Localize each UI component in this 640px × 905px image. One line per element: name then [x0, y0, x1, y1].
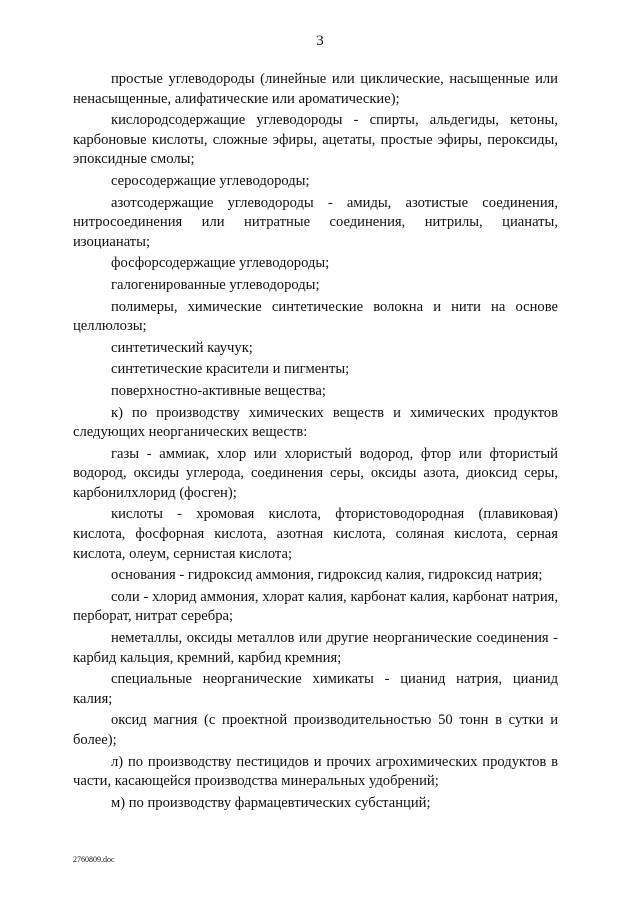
- paragraph: специальные неорганические химикаты - цианид натрия, цианид калия;: [73, 671, 558, 707]
- paragraph: фосфорсодержащие углеводороды;: [111, 255, 330, 272]
- paragraph: соли - хлорид аммония, хлорат калия, карбонат калия, карбонат натрия, перборат, нитрат серебра;: [73, 588, 558, 625]
- paragraph: поверхностно-активные вещества;: [111, 382, 326, 399]
- paragraph: оксид магния (с проектной производительностью 50 тонн в сутки и более);: [73, 712, 558, 748]
- paragraph: к) по производству химических веществ и химических продуктов следующих неорганических веществ:: [73, 404, 558, 441]
- paragraph: простые углеводороды (линейные или циклические, насыщенные или ненасыщенные, алифатические или ароматические);: [73, 71, 558, 107]
- paragraph: неметаллы, оксиды металлов или другие неорганические соединения - карбид кальция, кремний, карбид кремния;: [73, 630, 558, 666]
- page-number: 3: [316, 33, 324, 49]
- paragraph: кислородсодержащие углеводороды - спирты, альдегиды, кетоны, карбоновые кислоты, сложные эфиры, ацетаты, простые эфиры, пероксиды, эпоксидные смолы;: [73, 112, 558, 168]
- paragraph: кислоты - хромовая кислота, фтористоводородная (плавиковая) кислота, фосфорная кислота, азотная кислота, соляная кислота, серная кислота, олеум, сернистая кислота;: [73, 506, 558, 562]
- paragraph: м) по производству фармацевтических субстанций;: [111, 794, 431, 811]
- paragraph: серосодержащие углеводороды;: [111, 172, 310, 189]
- document-body: [73, 70, 558, 815]
- paragraph: галогенированные углеводороды;: [111, 276, 320, 293]
- paragraph: синтетический каучук;: [111, 339, 253, 356]
- footer-filename: 2760809.doc: [73, 855, 115, 864]
- paragraph: полимеры, химические синтетические волокна и нити на основе целлюлозы;: [73, 298, 558, 335]
- paragraph: азотсодержащие углеводороды - амиды, азотистые соединения, нитросоединения или нитратные соединения, нитрилы, цианаты, изоцианаты;: [73, 194, 558, 250]
- paragraph: л) по производству пестицидов и прочих агрохимических продуктов в части, касающейся производства минеральных удобрений;: [73, 753, 558, 790]
- paragraph: основания - гидроксид аммония, гидроксид калия, гидроксид натрия;: [111, 567, 543, 584]
- paragraph: газы - аммиак, хлор или хлористый водород, фтор или фтористый водород, оксиды углерода, соединения серы, оксиды азота, диоксид серы, карбонилхлорид (фосген);: [73, 445, 558, 501]
- paragraph: синтетические красители и пигменты;: [111, 361, 350, 378]
